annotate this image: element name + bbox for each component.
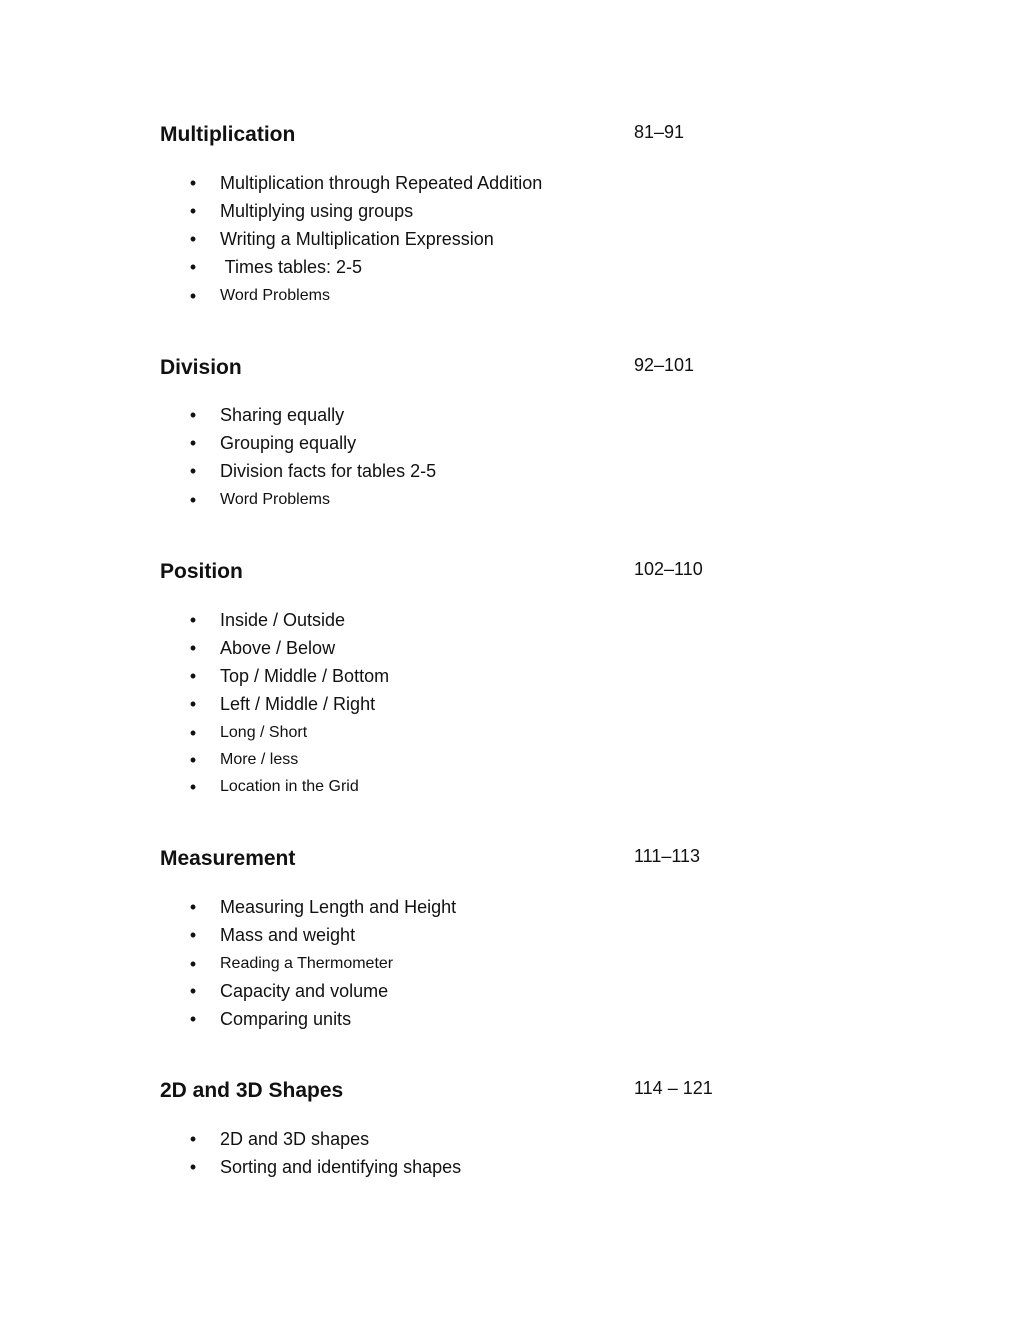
list-item [0, 1153, 1024, 1181]
list-item [0, 486, 1024, 514]
bullet-icon: • [189, 433, 197, 453]
list-item [0, 1125, 1024, 1153]
topic-label: Location in the Grid [220, 778, 359, 795]
section-title: 2D and 3D Shapes [160, 1079, 344, 1102]
topic-label: Sorting and identifying shapes [220, 1157, 462, 1177]
bullet-icon: • [189, 1009, 197, 1029]
bullet-icon: • [189, 1157, 197, 1177]
topic-label: Above / Below [220, 638, 336, 658]
list-item [0, 634, 1024, 662]
topic-label: Multiplying using groups [220, 201, 414, 221]
topic-label: Division facts for tables 2-5 [220, 461, 437, 481]
list-item [0, 606, 1024, 634]
bullet-icon: • [189, 229, 197, 249]
topic-label: Capacity and volume [220, 981, 389, 1001]
list-item [0, 1005, 1024, 1033]
topic-label: Top / Middle / Bottom [220, 666, 390, 686]
bullet-icon: • [189, 461, 197, 481]
topic-label: Grouping equally [220, 433, 357, 453]
list-item [0, 719, 1024, 747]
bullet-icon: • [189, 666, 197, 686]
bullet-icon: • [189, 694, 197, 714]
bullet-icon: • [189, 981, 197, 1001]
bullet-icon: • [189, 286, 197, 306]
topic-label: More / less [220, 751, 299, 768]
topic-label: Long / Short [220, 724, 308, 741]
bullet-icon: • [189, 610, 197, 630]
section-title: Measurement [160, 847, 296, 870]
list-item [0, 282, 1024, 310]
list-item [0, 169, 1024, 197]
list-item [0, 921, 1024, 949]
list-item [0, 197, 1024, 225]
topic-label: Word Problems [220, 491, 330, 508]
section-page-range: 81–91 [634, 122, 685, 142]
topic-label: Word Problems [220, 287, 330, 304]
topic-label: 2D and 3D shapes [220, 1129, 370, 1149]
bullet-icon: • [189, 257, 197, 277]
bullet-icon: • [189, 897, 197, 917]
topic-label: Writing a Multiplication Expression [220, 229, 494, 249]
bullet-icon: • [189, 925, 197, 945]
list-item [0, 690, 1024, 718]
section-title: Multiplication [160, 123, 296, 146]
list-item [0, 253, 1024, 281]
bullet-icon: • [189, 723, 197, 743]
list-item [0, 893, 1024, 921]
topic-label: Sharing equally [220, 405, 345, 425]
section-title: Position [160, 560, 243, 583]
bullet-icon: • [189, 490, 197, 510]
bullet-icon: • [189, 954, 197, 974]
bullet-icon: • [189, 638, 197, 658]
bullet-icon: • [189, 173, 197, 193]
topic-label: Times tables: 2-5 [220, 257, 363, 277]
list-item [0, 401, 1024, 429]
bullet-icon: • [189, 1129, 197, 1149]
bullet-icon: • [189, 201, 197, 221]
list-item [0, 225, 1024, 253]
bullet-icon: • [189, 750, 197, 770]
bullet-icon: • [189, 405, 197, 425]
list-item [0, 429, 1024, 457]
section-page-range: 111–113 [634, 846, 701, 866]
list-item [0, 746, 1024, 774]
topic-label: Left / Middle / Right [220, 694, 376, 714]
topic-label: Mass and weight [220, 925, 356, 945]
section-page-range: 114 – 121 [634, 1078, 713, 1098]
topic-label: Measuring Length and Height [220, 897, 457, 917]
list-item [0, 950, 1024, 978]
topic-label: Comparing units [220, 1009, 352, 1029]
section-page-range: 102–110 [634, 559, 703, 579]
list-item [0, 773, 1024, 801]
list-item [0, 977, 1024, 1005]
topic-label: Reading a Thermometer [220, 955, 394, 972]
section-title: Division [160, 356, 242, 379]
topic-label: Inside / Outside [220, 610, 346, 630]
bullet-icon: • [189, 777, 197, 797]
list-item [0, 662, 1024, 690]
topic-label: Multiplication through Repeated Addition [220, 173, 543, 193]
list-item [0, 457, 1024, 485]
section-page-range: 92–101 [634, 355, 695, 375]
